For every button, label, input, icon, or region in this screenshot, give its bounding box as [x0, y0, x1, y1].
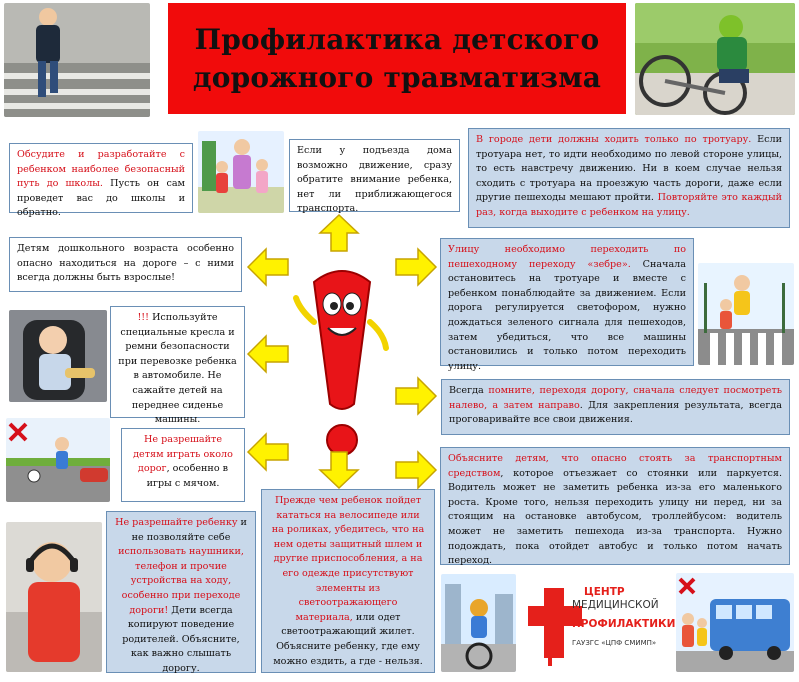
no-play-near-road-box [121, 428, 245, 502]
headphones-red-1: Не разрешайте ребенку [115, 517, 238, 528]
preschool-text: Детям дошкольного возраста особенно опасно находиться на дороге – с ними всегда должны быть взрослые! [17, 243, 234, 284]
vehicle-standing-box [440, 447, 790, 565]
car-seat-red: !!! [137, 312, 150, 323]
no-play-red: Не разрешайте детям играть около дорог [133, 434, 233, 475]
preschool-box [9, 237, 242, 292]
center-logo [526, 584, 676, 670]
exclamation-mascot [288, 262, 396, 472]
headphones-box [106, 511, 256, 673]
sidewalk-mid: Если тротуара нет, то идти необходимо по левой стороне улицы, то есть навстречу движению. Ни в коем случае нельзя сходить с тротуара на проезжую часть дороги, даже если другие пешеходы мешают пройти. [476, 134, 782, 204]
trolleybus-children-illustration [676, 573, 794, 672]
child-headphones-photo [6, 522, 102, 672]
look-rest: . Для закрепления результата, всегда проговаривайте все свои движения. [449, 399, 782, 426]
children-zebra-illustration [698, 263, 794, 365]
vehicle-standing-rest: , которое отъезжает со стоянки или паркуется. Водитель может не заметить ребенка из-за его маленького роста. Кроме того, нельзя переходить улицу ни перед, ни за стоящим на остановке автобусом, троллейбусом: водитель может не заметить пешехода из-за транспорта. Нужно подождать, пока отойдет автобус и только потом начать переход. [448, 467, 782, 567]
arrow-right-top-icon [394, 247, 438, 287]
headphones-red-2: использовать наушники, телефон и прочие устройства на ходу, особенно при переходе дороги! [118, 546, 244, 616]
entrance-box [289, 139, 460, 215]
headphones-mid: и не позволяйте себе [131, 517, 247, 543]
car-seat-rest: Используйте специальные кресла и ремни безопасности при перевозке ребенка в автомобиле. Не сажайте детей на переднее сиденье машины. [118, 312, 237, 426]
logo-line-4: ГАУЗГС «ЦПФ СМИМП» [572, 639, 657, 647]
discuss-route-box [9, 143, 193, 219]
look-left-right-box [441, 379, 790, 435]
sidewalk-box [468, 128, 790, 228]
look-red: помните, переходя дорогу, сначала следует посмотреть налево, а затем направо [449, 385, 783, 411]
zebra-red: Улицу необходимо переходить по пешеходному переходу «зебре». [448, 244, 686, 270]
arrow-right-middle-icon [394, 376, 438, 416]
sidewalk-red-2: Повторяйте это каждый раз, когда выходите с ребенком на улицу. [476, 192, 782, 218]
logo-line-2: МЕДИЦИНСКОЙ [572, 599, 659, 611]
child-car-seat-photo [9, 310, 107, 402]
look-pre: Всегда [449, 385, 489, 396]
entrance-text: Если у подъезда дома возможно движение, сразу обратите внимание ребенка, нет ли приближающегося транспорта. [297, 145, 452, 215]
child-ball-road-illustration [6, 418, 110, 502]
discuss-route-rest: Пусть он сам проведет вас до школы и обратно. [17, 178, 185, 219]
arrow-left-top-icon [246, 247, 290, 287]
no-play-rest: , особенно в игры с мячом. [146, 463, 229, 489]
arrow-right-bottom-icon [394, 450, 438, 490]
fallen-cyclist-photo [635, 3, 795, 115]
boy-walking-photo [4, 3, 150, 117]
zebra-rest: Сначала остановитесь на тротуаре и вместе с ребенком понаблюдайте за движением. Если дорога регулируется светофором, нужно дождаться зеленого сигнала для пешеходов, затем убедиться, что все машины остановились и только потом переходить улицу. [448, 258, 686, 372]
bicycle-rest: или одет светоотражающий жилет. Объясните ребенку, где ему можно ездить, а где - нельзя. [273, 611, 423, 667]
bicycle-helmet-box [261, 489, 435, 673]
headphones-rest: Дети всегда копируют поведение родителей. Объясните, как важно слышать дорогу. [122, 604, 240, 674]
car-seat-box [110, 306, 245, 426]
arrow-up-icon [318, 213, 360, 253]
title-line-2: дорожного травматизма [192, 60, 602, 94]
grandmother-children-illustration [198, 131, 284, 213]
arrow-down-icon [318, 450, 360, 490]
bicycle-red: Прежде чем ребенок пойдет кататься на велосипеде или на роликах, убедитесь, что на нем одеты защитный шлем и другие приспособления, а на его одежде присутствуют элементы из светоотражающего материала, [271, 495, 425, 623]
sidewalk-red-1: В городе дети должны ходить только по тротуару. [476, 134, 752, 145]
discuss-route-red: Обсудите и разработайте с ребенком наиболее безопасный путь до школы. [17, 149, 185, 190]
zebra-box [440, 238, 694, 372]
arrow-left-bottom-icon [246, 432, 290, 472]
logo-line-3: ПРОФИЛАКТИКИ [572, 618, 676, 630]
child-cyclist-illustration [441, 574, 516, 672]
arrow-left-middle-icon [246, 334, 290, 374]
vehicle-standing-red: Объясните детям, что опасно стоять за транспортным средством [448, 453, 782, 479]
logo-line-1: ЦЕНТР [584, 586, 625, 598]
title-banner [168, 3, 626, 114]
title-line-1: Профилактика детского [194, 22, 600, 56]
